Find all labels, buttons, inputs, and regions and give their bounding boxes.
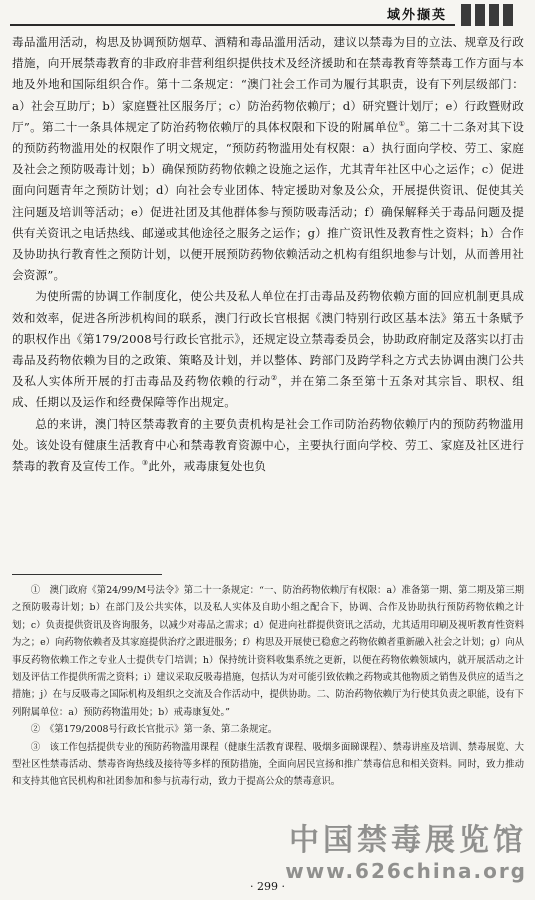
running-header (0, 0, 535, 26)
watermark (227, 824, 527, 884)
footnote-1: ① 澳门政府《第24/99/M号法令》第二十一条规定：“一、防治药物依赖厅有权限：a）准备第一期、第二期及第三期之预防吸毒计划；b）在部门及公共实体，以及私人实体及自助小组之配合下，协调、合作及协助执行预防药物依赖之计划；c）负责提供资讯及咨询服务，以减少对毒品之需求；d）促进向社群提供资讯之活动，尤其适用印刷及视听教育性资料为之；e）向药物依赖者及其家庭提供治疗之跟进服务；f）构思及开展使已稳愈之药物依赖者重新融入社会之计划；g）向从事反药物依赖工作之专业人士提供专门培训；h）保持统计资料收集系统之更新，以便在药物依赖领域内，就开展活动之计划及评估工作提供所需之资料；i）建议采取反吸毒措施，包括认为对可能引致依赖之药物或其他物质之销售及供应的适当之措施；j）在与反吸毒之国际机构及组织之交流及合作活动中，提供协助。二、防治药物依赖厅为行使其负责之职能，设有下列附属单位：a）预防药物滥用处；b）戒毒康复处。” (12, 585, 524, 718)
header-bars-decoration (461, 4, 523, 26)
header-rule (10, 24, 455, 26)
footnote-2: ② 《第179/2008号行政长官批示》第一条、第二条规定。 (30, 724, 278, 736)
footnote-ref-2[interactable]: ② (270, 374, 278, 383)
footnote-separator (12, 574, 162, 575)
watermark-name: 中国禁毒展览馆 (289, 823, 527, 858)
footnote-3: ③ 该工作包括提供专业的预防药物滥用课程（健康生活教育课程、吸烟多面睇课程）、禁毒讲座及培训、禁毒展览、大型社区性禁毒活动、禁毒咨询热线及接待等多样的预防措施，全面向居民宣扬和推广禁毒信息和相关资料。同时，致力推动和支持其他官民机构和社团参加和参与抗毒行动，致力于提高公众的禁毒意识。 (12, 741, 524, 788)
paragraph-3: 总的来讲，澳门特区禁毒教育的主要负责机构是社会工作司防治药物依赖厅内的预防药物滥用处。该处设有健康生活教育中心和禁毒教育资源中心，主要执行面向学校、劳工、家庭及社区进行禁毒的教育及宣传工作。③此外，戒毒康复处也负 (12, 416, 524, 474)
paragraph-1: 毒品滥用活动，构思及协调预防烟草、酒精和毒品滥用活动，建议以禁毒为目的立法、规章及行政措施，向开展禁毒教育的非政府非营利组织提供技术及经济援助和在禁毒教育等禁毒工作方面与本地及外地和国际组织合作。第十二条规定：“澳门社会工作司为履行其职责，设有下列层级部门：a）社会互助厅；b）家庭暨社区服务厅；c）防治药物依赖厅；d）研究暨计划厅；e）行政暨财政厅”。第二十一条具体规定了防治药物依赖厅的具体权限和下设的附属单位①。第二十二条对其下设的预防药物滥用处的权限作了明文规定，“预防药物滥用处有权限：a）执行面向学校、劳工、家庭及社会之预防吸毒计划；b）确保预防药物依赖之设施之运作，尤其青年社区中心之运作；c）促进面向问题青年之预防计划；d）向社会专业团体、特定援助对象及公众，开展提供资讯、促使其关注问题及培训等活动；e）促进社团及其他群体参与预防吸毒活动；f）确保解释关于毒品问题及提供有关资讯之电话热线、邮递或其他途径之服务之运作；g）推广资讯性及教育性之资料；h）合作及协助执行教育性之预防计划，以便开展预防药物依赖活动之机构有组织地参与计划，从而善用社会资源”。 (12, 35, 524, 283)
paragraph-2: 为使所需的协调工作制度化，使公共及私人单位在打击毒品及药物依赖方面的回应机制更具成效和效率，促进各所涉机构间的联系，澳门行政长官根据《澳门特别行政区基本法》第五十条赋予的职权作出《第179/2008号行政长官批示》，还规定设立禁毒委员会，协助政府制定及落实以打击毒品及药物依赖为目的之政策、策略及计划，并以整体、跨部门及跨学科之方式去协调由澳门公共及私人实体所开展的打击毒品及药物依赖的行动②，并在第二条至第十五条对其宗旨、职权、组成、任期以及运作和经费保障等作出规定。 (12, 289, 524, 410)
watermark-url: www.626china.org (285, 859, 527, 883)
footnote-ref-1[interactable]: ① (398, 119, 406, 128)
footnote-ref-3[interactable]: ③ (141, 459, 149, 468)
footnotes (12, 582, 524, 791)
body-text (12, 32, 524, 477)
section-title: 域外撷英 (386, 8, 447, 23)
page-number: · 299 · (250, 880, 285, 893)
